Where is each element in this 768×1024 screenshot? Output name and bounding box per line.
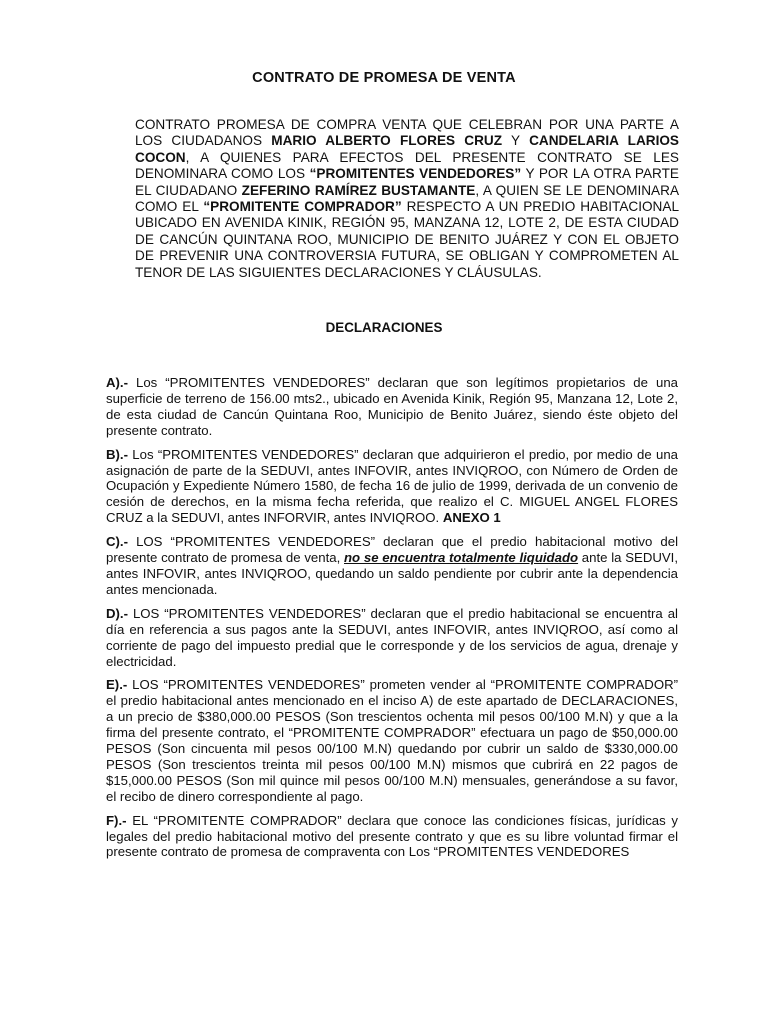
- intro-text: RESPECTO A UN PREDIO HABITACIONAL UBICADO EN AVENIDA KINIK, REGIÓN 95, MANZANA 12, LOTE 2, DE ESTA CIUDAD DE CANCÚN QUINTANA ROO, MUNICIPIO DE BENITO JUÁREZ Y CON EL OBJETO DE PREVENIR UNA CONTROVERSIA FUTURA, SE OBLIGAN Y COMPROMETEN AL TENOR DE LAS SIGUIENTES DECLARACIONES Y CLÁUSULAS.: [135, 199, 680, 280]
- declaration-marker: C).-: [106, 534, 128, 550]
- declaration-d: [106, 606, 678, 670]
- buyer-term: “PROMITENTE COMPRADOR”: [203, 199, 402, 215]
- declaration-marker: D).-: [106, 605, 128, 621]
- declaration-e: [106, 677, 678, 804]
- declarations-list: [106, 375, 678, 868]
- declaration-text: LOS “PROMITENTES VENDEDORES” declaran que el predio habitacional se encuentra al día en referencia a sus pagos ante la SEDUVI, antes INFOVIR, antes INVIQROO, así como al corriente de pago del impuesto predial que le corresponde y de los servicios de agua, drenaje y electricidad.: [106, 605, 678, 669]
- seller-name-2: CANDELARIA LARIOS COCON: [135, 133, 679, 165]
- seller-name-1: MARIO ALBERTO FLORES CRUZ: [271, 133, 503, 149]
- declaration-a: [106, 375, 678, 439]
- intro-text: Y POR LA OTRA PARTE EL CIUDADANO: [135, 166, 679, 198]
- declaration-text: Los “PROMITENTES VENDEDORES” declaran que adquirieron el predio, por medio de una asignación de parte de la SEDUVI, antes INFOVIR, antes INVIQROO, con Número de Orden de Ocupación y Expediente Número 1580, de fecha 16 de julio de 1999, derivada de un convenio de cesión de derechos, en la misma fecha referida, que realizo el C. MIGUEL ANGEL FLORES CRUZ a la SEDUVI, antes INFORVIR, antes INVIQROO.: [106, 446, 678, 526]
- intro-text: CONTRATO PROMESA DE COMPRA VENTA QUE CELEBRAN POR UNA PARTE A LOS CIUDADANOS: [135, 117, 679, 149]
- intro-text: , A QUIEN SE LE DENOMINARA COMO EL: [135, 182, 680, 215]
- declaration-f: [106, 813, 678, 861]
- declaration-c: [106, 534, 678, 598]
- declarations-heading: DECLARACIONES: [325, 320, 443, 335]
- declaration-text: LOS “PROMITENTES VENDEDORES” declaran que el predio habitacional motivo del presente contrato de promesa de venta,: [106, 534, 678, 566]
- declaration-text: LOS “PROMITENTES VENDEDORES” prometen vender al “PROMITENTE COMPRADOR” el predio habitacional antes mencionado en el inciso A) de este apartado de DECLARACIONES, a un precio de $380,000.00 PESOS (Son trescientos ochenta mil pesos 00/100 M.N) y que a la firma del presente contrato, el “PROMITENTE COMPRADOR” efectuara un pago de $50,000.00 PESOS (Son cincuenta mil pesos 00/100 M.N) quedando por cubrir un saldo de $330,000.00 PESOS (Son trescientos treinta mil pesos 00/100 M.N) mismos que cubrirá en 22 pagos de $15,000.00 PESOS (Son mil quince mil pesos 00/100 M.N) mensuales, generándose a su favor, el recibo de dinero correspondiente al pago.: [106, 677, 678, 804]
- intro-text: Y: [502, 133, 530, 149]
- declaration-marker: B).-: [106, 446, 128, 462]
- declaration-marker: A).-: [106, 375, 128, 390]
- annex-reference: ANEXO 1: [442, 510, 501, 526]
- buyer-name: ZEFERINO RAMÍREZ BUSTAMANTE: [241, 182, 476, 198]
- emphasized-text: no se encuentra totalmente liquidado: [344, 550, 579, 566]
- sellers-term: “PROMITENTES VENDEDORES”: [309, 166, 522, 182]
- document-title: CONTRATO DE PROMESA DE VENTA: [252, 70, 516, 86]
- declaration-text: EL “PROMITENTE COMPRADOR” declara que conoce las condiciones físicas, jurídicas y legales del predio habitacional motivo del presente contrato y que es su libre voluntad firmar el presente contrato de promesa de compraventa con Los “PROMITENTES VENDEDORES: [106, 812, 678, 860]
- declaration-marker: F).-: [106, 812, 127, 828]
- intro-text: , A QUIENES PARA EFECTOS DEL PRESENTE CONTRATO SE LES DENOMINARA COMO LOS: [135, 149, 679, 182]
- declaration-marker: E).-: [106, 677, 128, 693]
- intro-paragraph: [135, 117, 679, 281]
- declaration-text: ante la SEDUVI, antes INFOVIR, antes INVIQROO, quedando un saldo pendiente por cubrir ante la dependencia antes mencionada.: [106, 550, 678, 597]
- declaration-text: Los “PROMITENTES VENDEDORES” declaran que son legítimos propietarios de una superficie de terreno de 156.00 mts2., ubicado en Avenida Kinik, Región 95, Manzana 12, Lote 2, de esta ciudad de Cancún Quintana Roo, Municipio de Benito Juárez, siendo éste objeto del presente contrato.: [106, 375, 678, 438]
- declaration-b: [106, 447, 678, 527]
